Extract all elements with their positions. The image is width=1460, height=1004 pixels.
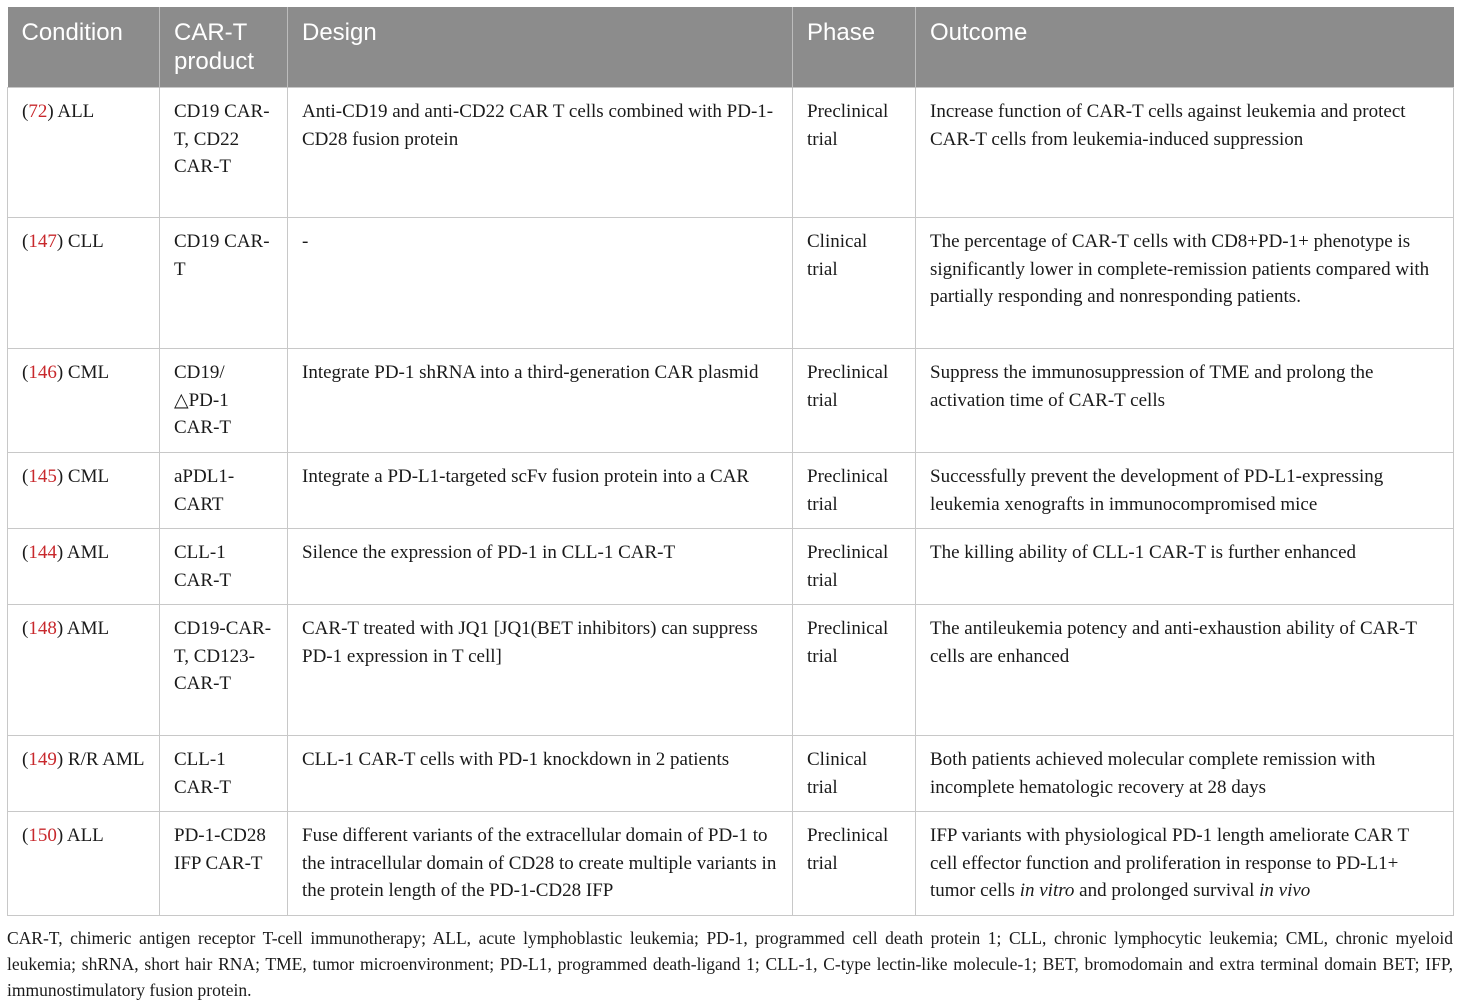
reference-link[interactable]: 150	[28, 825, 57, 846]
cell-condition: (147) CLL	[8, 218, 160, 349]
table-row	[8, 736, 1454, 812]
cell-condition: (150) ALL	[8, 812, 160, 916]
outcome-text: The percentage of CAR-T cells with CD8+PD-1+ phenotype is significantly lower in complete-remission patients compared with partially responding and nonresponding patients.	[930, 231, 1430, 307]
table-row	[8, 529, 1454, 605]
outcome-italic-text: in vivo	[1259, 880, 1311, 901]
cell-outcome	[916, 349, 1454, 453]
cell-car-t-product: CLL-1 CAR-T	[160, 736, 288, 812]
header-condition: Condition	[8, 7, 160, 88]
reference-link[interactable]: 148	[28, 618, 57, 639]
header-outcome: Outcome	[916, 7, 1454, 88]
outcome-text: Both patients achieved molecular complete remission with incomplete hematologic recovery at 28 days	[930, 749, 1376, 798]
reference-link[interactable]: 144	[28, 542, 57, 563]
cell-car-t-product: CD19 CAR-T	[160, 218, 288, 349]
cell-phase: Preclinical trial	[793, 812, 916, 916]
reference-link[interactable]: 147	[28, 231, 57, 252]
cell-condition: (145) CML	[8, 453, 160, 529]
table-row	[8, 605, 1454, 736]
cell-design: -	[288, 218, 793, 349]
data-table	[7, 7, 1454, 916]
cell-outcome	[916, 88, 1454, 218]
cell-condition: (72) ALL	[8, 88, 160, 218]
cell-phase: Clinical trial	[793, 736, 916, 812]
header-phase: Phase	[793, 7, 916, 88]
cell-design: Integrate PD-1 shRNA into a third-generation CAR plasmid	[288, 349, 793, 453]
cell-condition: (144) AML	[8, 529, 160, 605]
reference-link[interactable]: 146	[28, 362, 57, 383]
cell-outcome	[916, 736, 1454, 812]
outcome-text: IFP variants with physiological PD-1 length ameliorate CAR T cell effector function and proliferation in response to PD-L1+ tumor cells	[930, 825, 1409, 901]
cell-car-t-product: PD-1-CD28 IFP CAR-T	[160, 812, 288, 916]
cell-condition: (149) R/R AML	[8, 736, 160, 812]
condition-text: AML	[63, 542, 110, 563]
cell-car-t-product: CD19 CAR-T, CD22 CAR-T	[160, 88, 288, 218]
table-row	[8, 453, 1454, 529]
table-header	[8, 7, 1454, 88]
table-footnote: CAR-T, chimeric antigen receptor T-cell immunotherapy; ALL, acute lymphoblastic leukemia; PD-1, programmed cell death protein 1; CLL, chronic lymphocytic leukemia; CML, chronic myeloid leukemia; shRNA, short hair RNA; TME, tumor microenvironment; PD-L1, programmed death-ligand 1; CLL-1, C-type lectin-like molecule-1; BET, bromodomain and extra terminal domain BET; IFP, immunostimulatory fusion protein.	[7, 928, 1453, 1000]
cell-design: CAR-T treated with JQ1 [JQ1(BET inhibitors) can suppress PD-1 expression in T cell]	[288, 605, 793, 736]
cell-phase: Preclinical trial	[793, 349, 916, 453]
cell-condition: (146) CML	[8, 349, 160, 453]
cell-phase: Preclinical trial	[793, 529, 916, 605]
cell-phase: Preclinical trial	[793, 453, 916, 529]
cell-outcome	[916, 812, 1454, 916]
condition-text: AML	[63, 618, 110, 639]
cell-design: Silence the expression of PD-1 in CLL-1 CAR-T	[288, 529, 793, 605]
cell-outcome	[916, 605, 1454, 736]
condition-text: ALL	[53, 101, 95, 122]
cell-phase: Clinical trial	[793, 218, 916, 349]
outcome-italic-text: in vitro	[1019, 880, 1075, 901]
outcome-text: Suppress the immunosuppression of TME and prolong the activation time of CAR-T cells	[930, 362, 1374, 411]
outcome-text: and prolonged survival	[1074, 880, 1260, 901]
table-row	[8, 88, 1454, 218]
cell-design: Anti-CD19 and anti-CD22 CAR T cells combined with PD-1-CD28 fusion protein	[288, 88, 793, 218]
header-car-t-product: CAR-T product	[160, 7, 288, 88]
condition-text: CML	[63, 466, 110, 487]
cell-outcome	[916, 529, 1454, 605]
cell-condition: (148) AML	[8, 605, 160, 736]
cell-outcome	[916, 218, 1454, 349]
outcome-text: The killing ability of CLL-1 CAR-T is further enhanced	[930, 542, 1356, 563]
table-row	[8, 812, 1454, 916]
outcome-text: Successfully prevent the development of PD-L1-expressing leukemia xenografts in immunocompromised mice	[930, 466, 1384, 515]
reference-link[interactable]: 72	[28, 101, 48, 122]
condition-text: CML	[63, 362, 110, 383]
cell-design: Integrate a PD-L1-targeted scFv fusion protein into a CAR	[288, 453, 793, 529]
table-row	[8, 218, 1454, 349]
cell-outcome	[916, 453, 1454, 529]
reference-link[interactable]: 145	[28, 466, 57, 487]
cell-car-t-product: CD19/ △PD-1 CAR-T	[160, 349, 288, 453]
reference-link[interactable]: 149	[28, 749, 57, 770]
cell-car-t-product: aPDL1-CART	[160, 453, 288, 529]
table-body	[8, 88, 1454, 916]
condition-text: CLL	[63, 231, 104, 252]
cell-design: Fuse different variants of the extracellular domain of PD-1 to the intracellular domain of CD28 to create multiple variants in the protein length of the PD-1-CD28 IFP	[288, 812, 793, 916]
cell-car-t-product: CLL-1 CAR-T	[160, 529, 288, 605]
cell-phase: Preclinical trial	[793, 605, 916, 736]
condition-text: R/R AML	[63, 749, 145, 770]
cell-phase: Preclinical trial	[793, 88, 916, 218]
header-design: Design	[288, 7, 793, 88]
table-row	[8, 349, 1454, 453]
cell-design: CLL-1 CAR-T cells with PD-1 knockdown in 2 patients	[288, 736, 793, 812]
condition-text: ALL	[63, 825, 104, 846]
cell-car-t-product: CD19-CAR-T, CD123-CAR-T	[160, 605, 288, 736]
header-row	[8, 7, 1454, 88]
outcome-text: Increase function of CAR-T cells against leukemia and protect CAR-T cells from leukemia-induced suppression	[930, 101, 1406, 150]
outcome-text: The antileukemia potency and anti-exhaustion ability of CAR-T cells are enhanced	[930, 618, 1417, 667]
